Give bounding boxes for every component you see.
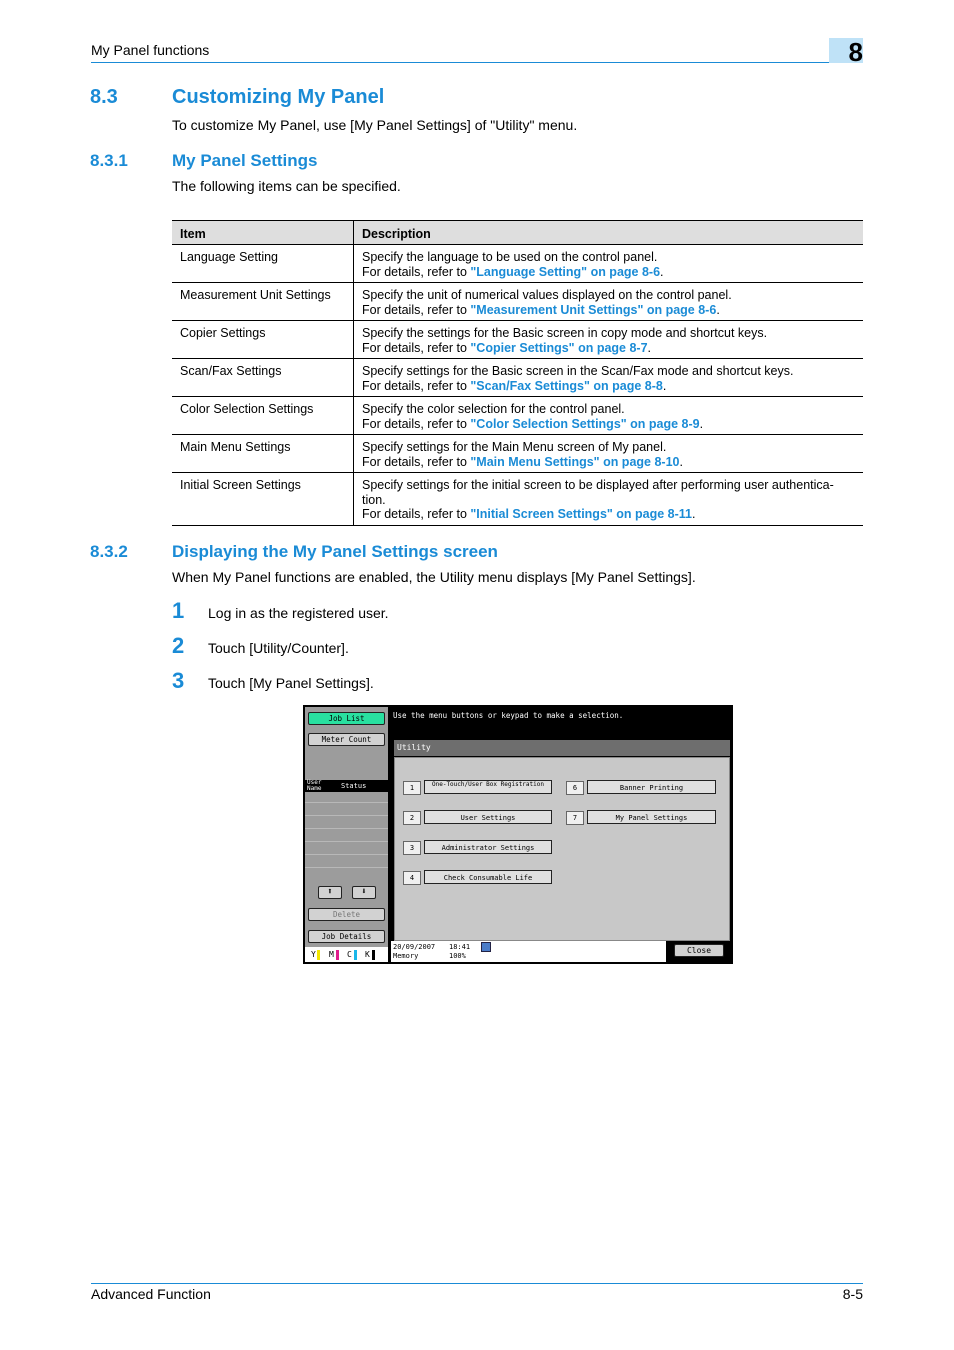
- menu-number: 6: [566, 781, 584, 795]
- reference-link[interactable]: "Language Setting" on page 8-6: [470, 264, 661, 279]
- scroll-up-button[interactable]: [318, 886, 342, 899]
- description-cell: [354, 359, 864, 397]
- running-header: My Panel functions: [91, 42, 210, 58]
- subsection-lead: When My Panel functions are enabled, the Utility menu displays [My Panel Settings].: [172, 569, 696, 585]
- reference-line: [362, 341, 855, 356]
- toner-cyan: C: [347, 950, 352, 959]
- job-list-button[interactable]: Job List: [308, 712, 385, 725]
- user-settings-button[interactable]: User Settings: [424, 810, 552, 824]
- arrow-down-icon: ⬇: [361, 887, 367, 897]
- description-cell: [354, 283, 864, 321]
- page-number: 8-5: [842, 1286, 863, 1302]
- banner-printing-button[interactable]: Banner Printing: [587, 780, 716, 794]
- intro-text: To customize My Panel, use [My Panel Settings] of "Utility" menu.: [172, 117, 578, 133]
- subsection-title: My Panel Settings: [172, 151, 318, 170]
- chapter-number: 8: [848, 37, 863, 67]
- menu-number: 7: [566, 811, 584, 825]
- message-text: Use the menu buttons or keypad to make a selection.: [393, 711, 624, 720]
- reference-link[interactable]: "Color Selection Settings" on page 8-9: [470, 416, 700, 431]
- subsection-number: 8.3.2: [90, 542, 128, 561]
- description-cell: [354, 473, 864, 526]
- reference-line: [362, 303, 855, 318]
- description-text: Specify the language to be used on the control panel.: [362, 250, 658, 264]
- description-text: Specify the color selection for the control panel.: [362, 402, 625, 416]
- section-number: 8.3: [90, 86, 118, 108]
- item-cell: Measurement Unit Settings: [172, 283, 354, 321]
- step-text: Touch [My Panel Settings].: [208, 675, 374, 691]
- scroll-down-button[interactable]: [352, 886, 376, 899]
- header-rule: [91, 62, 863, 63]
- reference-suffix: .: [662, 378, 667, 393]
- description-cell: [354, 397, 864, 435]
- menu-number: 2: [403, 811, 421, 825]
- one-touch-registration-button[interactable]: One-Touch/User Box Registration: [424, 780, 552, 794]
- item-cell: Copier Settings: [172, 321, 354, 359]
- toner-yellow: Y: [311, 950, 316, 959]
- reference-prefix: For details, refer to: [362, 302, 471, 317]
- reference-suffix: .: [716, 302, 720, 317]
- footer-rule: [91, 1283, 863, 1284]
- meter-count-button[interactable]: Meter Count: [308, 733, 385, 746]
- step-text: Log in as the registered user.: [208, 605, 389, 621]
- col-status: Status: [341, 782, 367, 790]
- settings-table: [172, 220, 863, 526]
- item-cell: Language Setting: [172, 245, 354, 283]
- reference-line: [362, 455, 855, 470]
- item-cell: Color Selection Settings: [172, 397, 354, 435]
- delete-button[interactable]: Delete: [308, 908, 385, 921]
- reference-prefix: For details, refer to: [362, 378, 471, 393]
- reference-prefix: For details, refer to: [362, 416, 471, 431]
- item-cell: Main Menu Settings: [172, 435, 354, 473]
- item-cell: Scan/Fax Settings: [172, 359, 354, 397]
- table-row: [172, 397, 863, 435]
- close-button[interactable]: Close: [674, 944, 724, 957]
- network-icon: [481, 942, 491, 952]
- subsection-title: Displaying the My Panel Settings screen: [172, 542, 498, 561]
- toner-black: K: [365, 950, 370, 959]
- administrator-settings-button[interactable]: Administrator Settings: [424, 840, 552, 854]
- utility-tab: Utility: [394, 740, 730, 756]
- status-bar: [391, 941, 731, 962]
- section-title: Customizing My Panel: [172, 86, 385, 108]
- footer-title: Advanced Function: [91, 1286, 211, 1302]
- step-number: 2: [172, 633, 185, 658]
- description-cell: [354, 245, 864, 283]
- menu-number: 1: [403, 781, 421, 795]
- step-number: 1: [172, 598, 185, 623]
- time: 18:41: [449, 943, 471, 951]
- reference-prefix: For details, refer to: [362, 340, 471, 355]
- reference-link[interactable]: "Main Menu Settings" on page 8-10: [470, 454, 680, 469]
- reference-suffix: .: [692, 507, 696, 521]
- reference-prefix: For details, refer to: [362, 507, 471, 521]
- date: 20/09/2007: [393, 943, 436, 951]
- reference-suffix: .: [660, 264, 664, 279]
- col-user-name: User Name: [307, 779, 322, 792]
- reference-suffix: .: [699, 416, 704, 431]
- reference-line: [362, 507, 855, 522]
- reference-suffix: .: [679, 454, 683, 469]
- reference-prefix: For details, refer to: [362, 264, 471, 279]
- check-consumable-life-button[interactable]: Check Consumable Life: [424, 870, 552, 884]
- step-number: 3: [172, 668, 185, 693]
- toner-indicator: [305, 947, 388, 962]
- utility-screen-screenshot: [303, 705, 733, 964]
- memory-label: Memory: [393, 952, 419, 960]
- arrow-up-icon: ⬆: [327, 887, 333, 897]
- menu-number: 3: [403, 841, 421, 855]
- description-text: Specify the settings for the Basic screen in copy mode and shortcut keys.: [362, 326, 768, 340]
- instruction-message: [391, 707, 731, 739]
- reference-line: [362, 379, 855, 394]
- toner-magenta: M: [329, 950, 334, 959]
- reference-prefix: For details, refer to: [362, 454, 471, 469]
- reference-link[interactable]: "Measurement Unit Settings" on page 8-6: [470, 302, 717, 317]
- memory-value: 100%: [449, 952, 466, 960]
- job-list-header: [305, 780, 388, 792]
- description-cell: [354, 321, 864, 359]
- reference-line: [362, 417, 855, 432]
- utility-menu-area: [394, 757, 730, 941]
- description-text: Specify the unit of numerical values displayed on the control panel.: [362, 288, 732, 302]
- reference-link[interactable]: "Scan/Fax Settings" on page 8-8: [470, 378, 663, 393]
- table-row: [172, 283, 863, 321]
- job-sidebar: [305, 707, 388, 962]
- my-panel-settings-button[interactable]: My Panel Settings: [587, 810, 716, 824]
- table-row: [172, 473, 863, 526]
- table-header-row: [172, 221, 863, 245]
- table-row: [172, 321, 863, 359]
- subsection-number: 8.3.1: [90, 151, 128, 170]
- description-text: Specify settings for the Main Menu screen of My panel.: [362, 440, 667, 454]
- description-text: Specify settings for the Basic screen in the Scan/Fax mode and shortcut keys.: [362, 364, 794, 378]
- table-row: [172, 435, 863, 473]
- reference-link[interactable]: "Initial Screen Settings" on page 8-11: [470, 507, 693, 521]
- item-cell: Initial Screen Settings: [172, 473, 354, 526]
- subsection-lead: The following items can be specified.: [172, 178, 401, 194]
- col-item: Item: [172, 221, 354, 245]
- menu-number: 4: [403, 871, 421, 885]
- reference-suffix: .: [647, 340, 652, 355]
- description-text: Specify settings for the initial screen to be displayed after performing user authentica-tion.: [362, 478, 834, 507]
- table-row: [172, 359, 863, 397]
- reference-link[interactable]: "Copier Settings" on page 8-7: [470, 340, 648, 355]
- job-details-button[interactable]: Job Details: [308, 930, 385, 943]
- description-cell: [354, 435, 864, 473]
- col-description: Description: [354, 221, 864, 245]
- step-text: Touch [Utility/Counter].: [208, 640, 349, 656]
- table-row: [172, 245, 863, 283]
- reference-line: [362, 265, 855, 280]
